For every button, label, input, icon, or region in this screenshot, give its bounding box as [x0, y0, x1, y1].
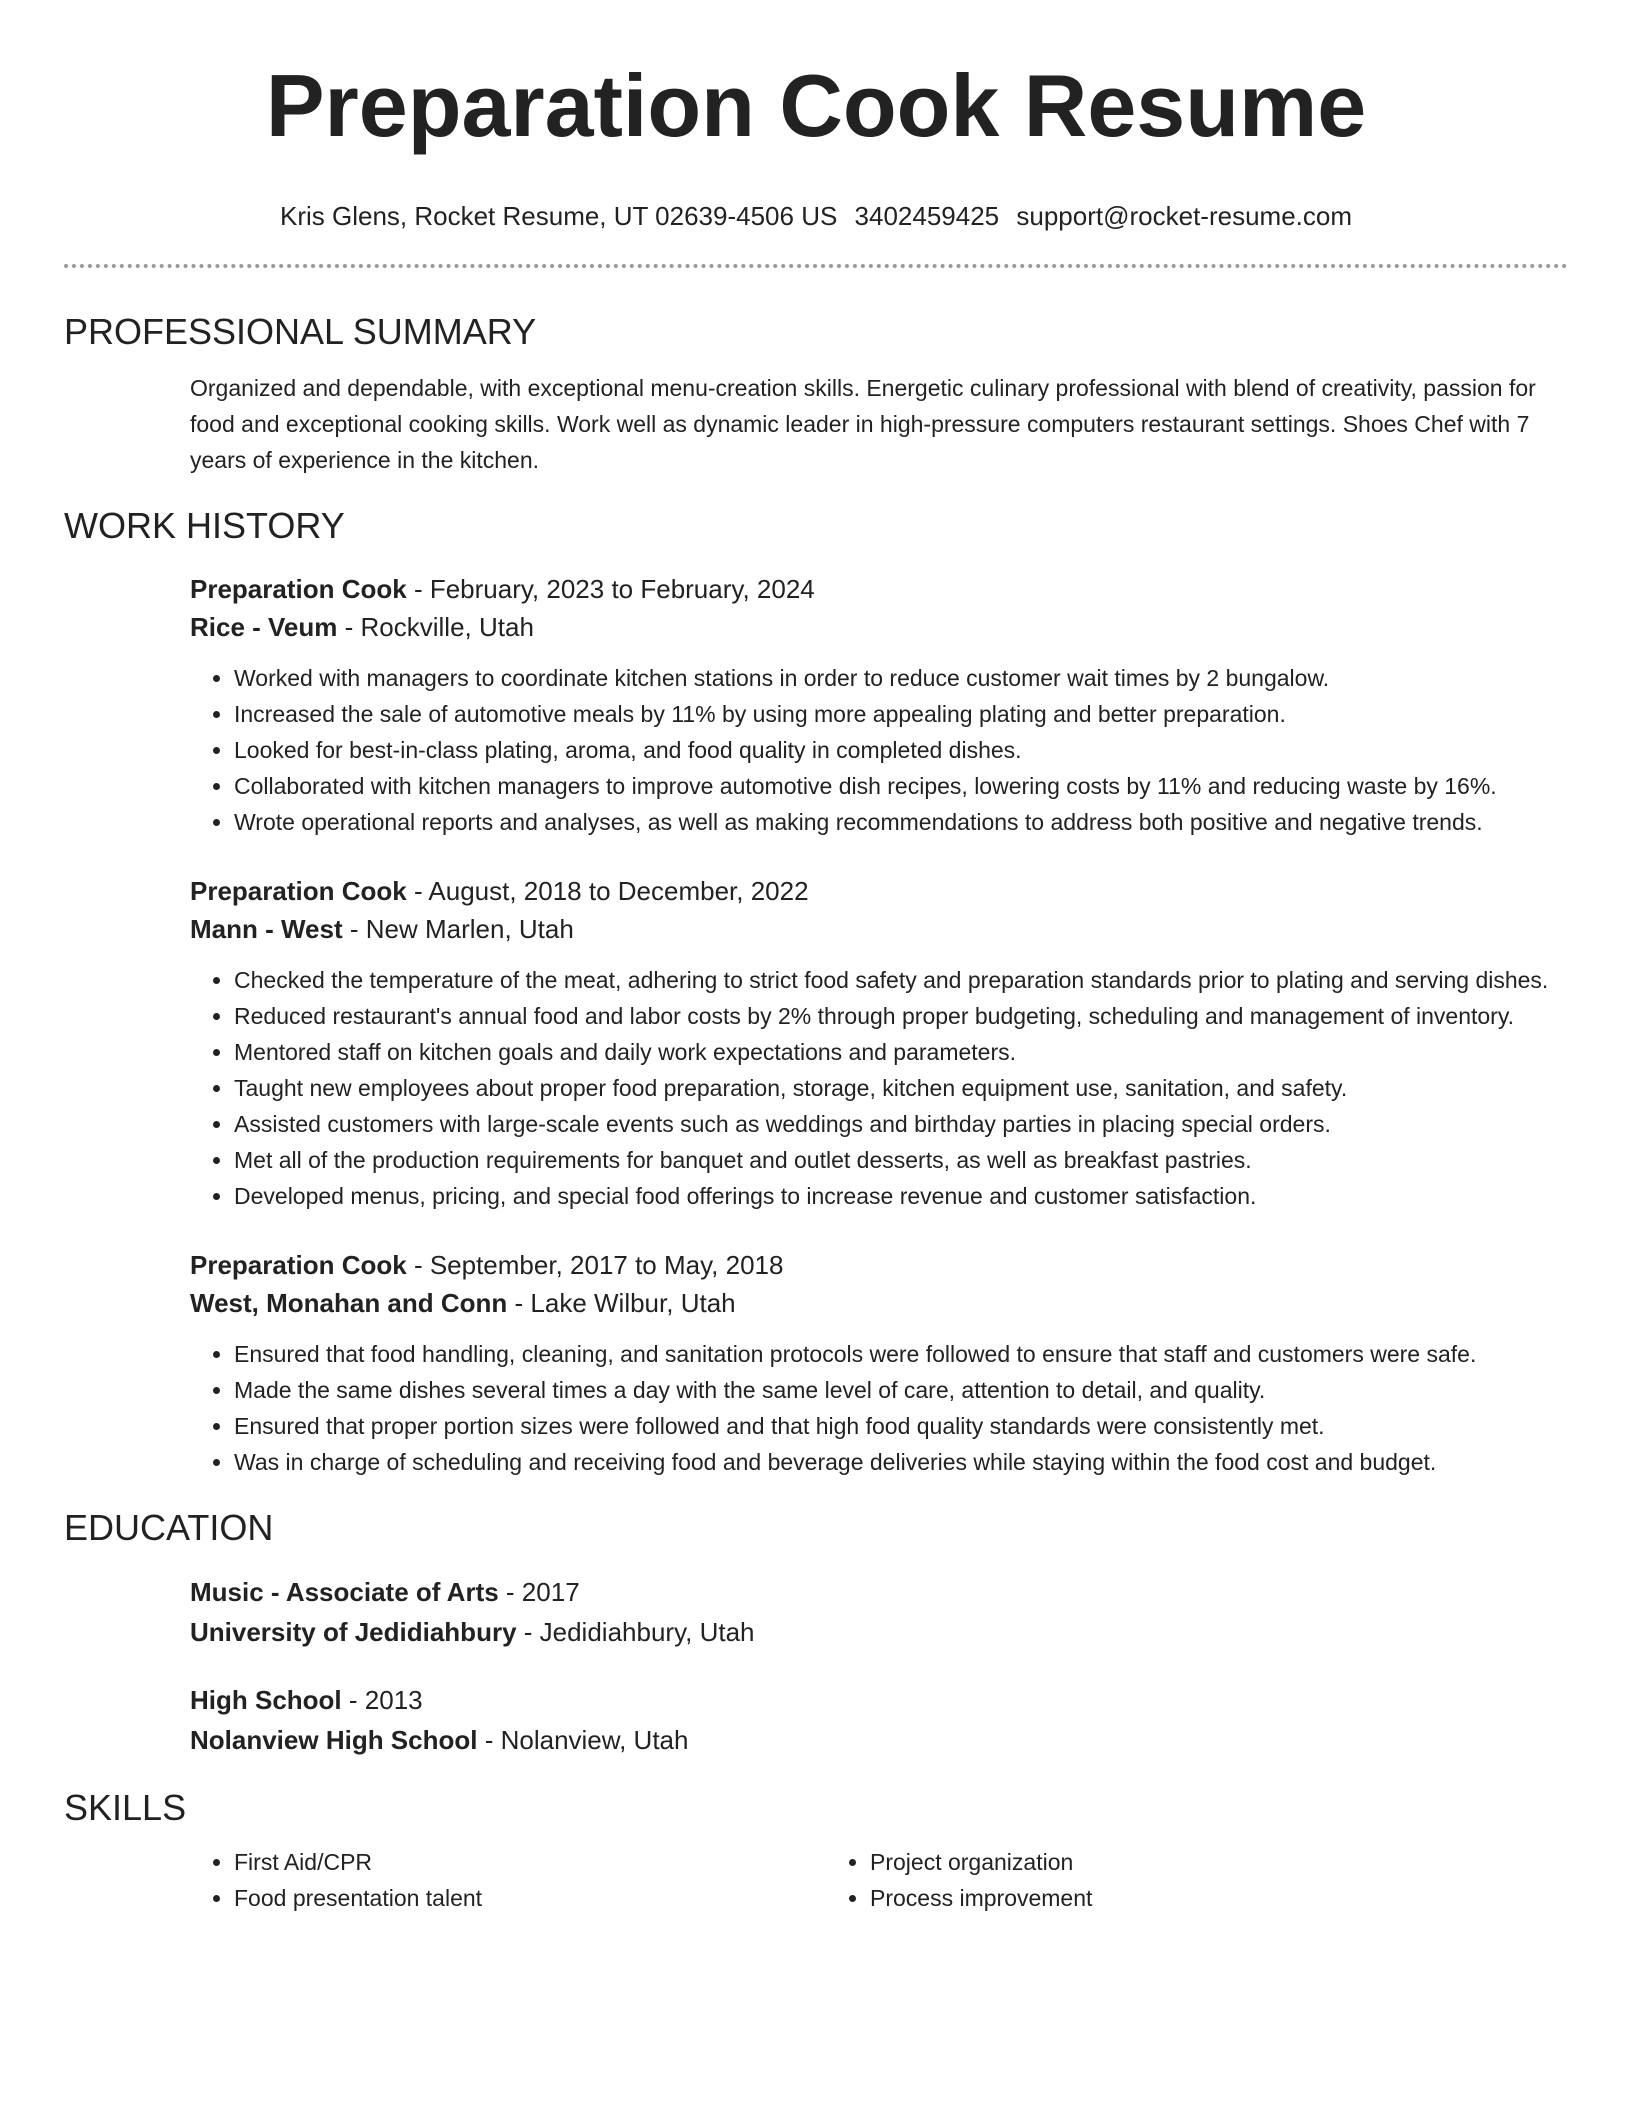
skills-section: [64, 1786, 1568, 1916]
education-heading: EDUCATION: [64, 1507, 274, 1548]
degree-year: - 2017: [498, 1577, 580, 1607]
job-title-line: [190, 1246, 1568, 1284]
job-bullets: [190, 660, 1568, 840]
skills-left-column: [190, 1844, 826, 1916]
skills-heading: SKILLS: [64, 1787, 187, 1828]
job-title-line: [190, 570, 1568, 608]
job-company: Mann - West: [190, 914, 343, 944]
degree: High School: [190, 1685, 342, 1715]
list-item: • Met all of the production requirements for banquet and outlet desserts, as well as breakfast pastries.: [234, 1142, 1568, 1178]
job-title-line: [190, 872, 1568, 910]
list-item: • Taught new employees about proper food preparation, storage, kitchen equipment use, sanitation, and safety.: [234, 1070, 1568, 1106]
work-section: [64, 504, 1568, 1480]
job-entry: [190, 570, 1568, 840]
job-company: West, Monahan and Conn: [190, 1288, 508, 1318]
contact-phone: 3402459425: [854, 201, 1000, 231]
job-company-line: [190, 910, 1568, 948]
list-item: • Process improvement: [870, 1880, 1462, 1916]
job-title: Preparation Cook: [190, 876, 407, 906]
job-company-line: [190, 1284, 1568, 1322]
work-heading: WORK HISTORY: [64, 505, 345, 546]
header-divider: [64, 264, 1568, 268]
list-item: • Worked with managers to coordinate kitchen stations in order to reduce customer wait times by 2 bungalow.: [234, 660, 1568, 696]
list-item: • Checked the temperature of the meat, adhering to strict food safety and preparation standards prior to plating and serving dishes.: [234, 962, 1568, 998]
job-dates: - February, 2023 to February, 2024: [406, 574, 815, 604]
job-location: - Lake Wilbur, Utah: [507, 1288, 736, 1318]
list-item: • Mentored staff on kitchen goals and daily work expectations and parameters.: [234, 1034, 1568, 1070]
list-item: • Assisted customers with large-scale events such as weddings and birthday parties in placing special orders.: [234, 1106, 1568, 1142]
list-item: • Made the same dishes several times a day with the same level of care, attention to detail, and quality.: [234, 1372, 1568, 1408]
list-item: • Developed menus, pricing, and special food offerings to increase revenue and customer satisfaction.: [234, 1178, 1568, 1214]
education-entry: [190, 1680, 1568, 1760]
list-item: • Was in charge of scheduling and receiving food and beverage deliveries while staying within the food cost and budget.: [234, 1444, 1568, 1480]
list-item: • Ensured that food handling, cleaning, and sanitation protocols were followed to ensure that staff and customers were safe.: [234, 1336, 1568, 1372]
job-title: Preparation Cook: [190, 574, 407, 604]
degree-line: [190, 1680, 1568, 1720]
list-item: • Collaborated with kitchen managers to improve automotive dish recipes, lowering costs by 11% and reducing waste by 16%.: [234, 768, 1568, 804]
list-item: • Project organization: [870, 1844, 1462, 1880]
job-company: Rice - Veum: [190, 612, 338, 642]
contact-line: [0, 198, 1632, 234]
education-entry: [190, 1572, 1568, 1652]
job-location: - New Marlen, Utah: [342, 914, 574, 944]
job-entry: [190, 872, 1568, 1214]
degree: Music - Associate of Arts: [190, 1577, 499, 1607]
degree-line: [190, 1572, 1568, 1612]
job-title: Preparation Cook: [190, 1250, 407, 1280]
job-bullets: [190, 962, 1568, 1214]
job-dates: - September, 2017 to May, 2018: [406, 1250, 784, 1280]
page-title: Preparation Cook Resume: [265, 56, 1367, 155]
summary-section: [64, 310, 1568, 478]
school: Nolanview High School: [190, 1725, 478, 1755]
list-item: • Ensured that proper portion sizes were followed and that high food quality standards were consistently met.: [234, 1408, 1568, 1444]
school-location: - Jedidiahbury, Utah: [516, 1617, 755, 1647]
education-section: [64, 1506, 1568, 1760]
list-item: • Reduced restaurant's annual food and labor costs by 2% through proper budgeting, scheduling and management of inventory.: [234, 998, 1568, 1034]
job-bullets: [190, 1336, 1568, 1480]
skills-grid: [190, 1844, 1568, 1916]
summary-text: Organized and dependable, with exceptional menu-creation skills. Energetic culinary professional with blend of creativity, passion for food and exceptional cooking skills. Work well as dynamic leader in high-pressure computers restaurant settings. Shoes Chef with 7 years of experience in the kitchen.: [190, 375, 1536, 473]
degree-year: - 2013: [341, 1685, 423, 1715]
list-item: • Food presentation talent: [234, 1880, 826, 1916]
summary-heading: PROFESSIONAL SUMMARY: [64, 311, 537, 352]
list-item: • Increased the sale of automotive meals by 11% by using more appealing plating and better preparation.: [234, 696, 1568, 732]
list-item: • First Aid/CPR: [234, 1844, 826, 1880]
school-line: [190, 1612, 1568, 1652]
contact-address: Kris Glens, Rocket Resume, UT 02639-4506 US: [279, 201, 838, 231]
job-entry: [190, 1246, 1568, 1480]
job-dates: - August, 2018 to December, 2022: [406, 876, 809, 906]
school-line: [190, 1720, 1568, 1760]
contact-email: support@rocket-resume.com: [1016, 201, 1353, 231]
school: University of Jedidiahbury: [190, 1617, 517, 1647]
school-location: - Nolanview, Utah: [477, 1725, 689, 1755]
job-location: - Rockville, Utah: [337, 612, 534, 642]
job-company-line: [190, 608, 1568, 646]
skills-right-column: [826, 1844, 1462, 1916]
list-item: • Looked for best-in-class plating, aroma, and food quality in completed dishes.: [234, 732, 1568, 768]
list-item: • Wrote operational reports and analyses, as well as making recommendations to address both positive and negative trends.: [234, 804, 1568, 840]
